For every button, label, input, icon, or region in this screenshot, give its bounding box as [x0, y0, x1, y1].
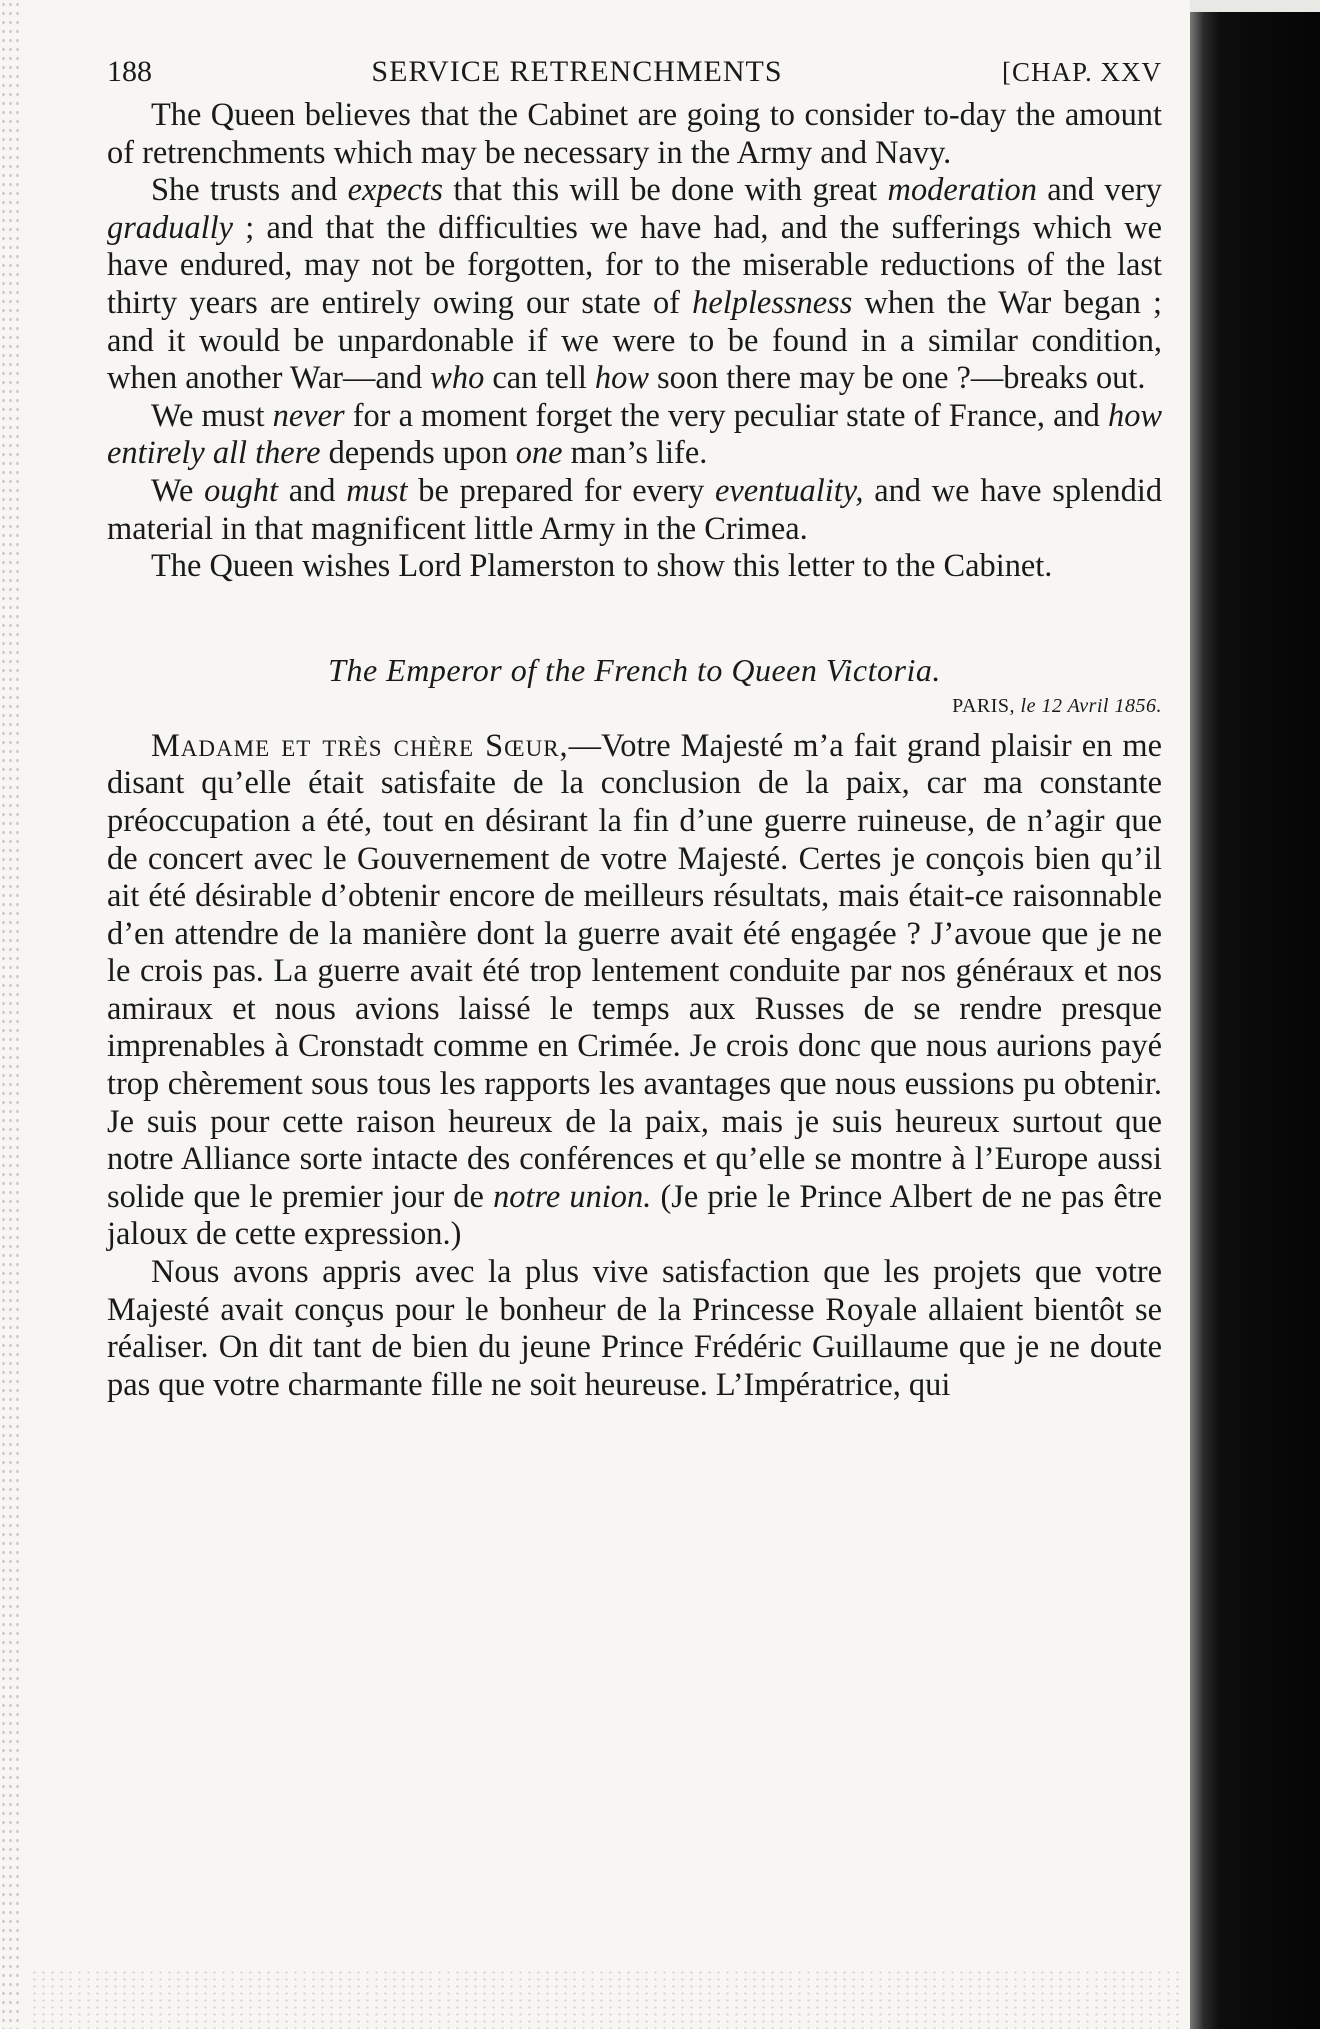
emphasis: moderation [887, 172, 1037, 209]
letter-paragraph-2: Nous avons appris avec la plus vive satisfaction que les projets que votre Majesté avait conçus pour le bonheur de la Princesse Royale allaient bientôt se réaliser. On dit tant de bien du jeune Prince Frédéric Guillaume que je ne doute pas que votre charmante fille ne soit heureuse. L’Impératrice, qui [107, 1254, 1162, 1403]
dateline-date: le 12 Avril 1856. [1020, 694, 1162, 717]
text-run: ; and that the difficulties we have had, and the sufferings which we have endured, may not be forgotten, for to the miserable reductions of the last thirty years are entirely owing our state of [107, 209, 1162, 321]
memo-paragraph-1: The Queen believes that the Cabinet are going to consider to-day the amount of retrenchments which may be necessary in the Army and Navy. [107, 97, 1162, 171]
memo-paragraph-2 [107, 172, 1162, 398]
text-run: be prepared for every [407, 472, 716, 509]
running-title: SERVICE RETRENCHMENTS [371, 55, 783, 88]
text-run: when the War began ; and it would be unpardonable if we were to be found in a similar condition, when another War—and [107, 284, 1162, 397]
text-run: and [277, 472, 347, 509]
memo-paragraph-4 [107, 473, 1162, 548]
text-run: She trusts and [151, 172, 348, 209]
dateline-place: PARIS, [952, 694, 1021, 717]
text-run: for a moment forget the very peculiar state of France, and [344, 397, 1109, 434]
emphasis: one [515, 435, 563, 472]
letter-dateline [107, 695, 1162, 718]
emphasis: who [430, 360, 485, 397]
running-header [107, 55, 1162, 89]
scan-edge-top [1190, 0, 1320, 12]
scan-speckle-bottom [30, 1969, 1180, 2029]
emphasis: how entirely all there [107, 397, 1163, 472]
page-number: 188 [107, 55, 152, 88]
emphasis: helplessness [692, 284, 853, 321]
text-run: depends upon [320, 435, 516, 472]
emphasis: how [594, 360, 649, 397]
text-run: (Je prie le Prince Albert de ne pas être jaloux de cette expression.) [107, 1178, 1162, 1253]
text-run: soon there may be one ?—breaks out. [648, 360, 1146, 397]
text-run: We [151, 472, 205, 509]
emphasis: notre union. [493, 1178, 652, 1215]
emphasis: eventuality, [715, 472, 864, 509]
memo-paragraph-5: The Queen wishes Lord Plamerston to show this letter to the Cabinet. [151, 548, 1053, 585]
text-run: man’s life. [562, 435, 708, 472]
emphasis: ought [204, 472, 278, 509]
memo-paragraph-3 [107, 398, 1162, 473]
chapter-marker: [CHAP. XXV [1001, 57, 1162, 87]
text-run: can tell [484, 360, 595, 397]
emphasis: must [346, 472, 408, 509]
salutation: Madame et très chère Sœur, [151, 727, 569, 764]
scan-speckle-left [0, 0, 22, 2029]
scan-dark-edge [1190, 12, 1320, 2029]
text-run: and we have splendid material in that magnificent little Army in the Crimea. [107, 472, 1163, 547]
letter-paragraph-1 [107, 728, 1162, 1254]
text-run: —Votre Majesté m’a fait grand plaisir en me disant qu’elle était satisfaite de la conclusion de la paix, car ma constante préoccupation a été, tout en désirant la fin d’une guerre ruineuse, de n’agir que de concert avec le Gouvernement de votre Majesté. Certes je conçois bien qu’il ait été désirable d’obtenir encore de meilleurs résultats, mais était-ce raisonnable d’en attendre de la manière dont la guerre avait été engagée ? J’avoue que je ne le crois pas. La guerre avait été trop lentement conduite par nos généraux et nos amiraux et nous avions laissé le temps aux Russes de se rendre presque imprenables à Cronstadt comme en Crimée. Je crois donc que nous aurions payé trop chèrement sous tous les rapports les avantages que nous eussions pu obtenir. Je suis pour cette raison heureux de la paix, mais je suis heureux surtout que notre Alliance sorte intacte des conférences et qu’elle se montre à l’Europe aussi solide que le premier jour de [107, 727, 1162, 1215]
text-run: and very [1036, 172, 1162, 209]
text-run: We must [151, 397, 273, 434]
emphasis: expects [347, 172, 443, 209]
emphasis: never [272, 397, 345, 434]
text-run: that this will be done with great [442, 172, 888, 209]
letter-heading: The Emperor of the French to Queen Victoria. [328, 651, 941, 688]
emphasis: gradually [107, 209, 233, 246]
page-body [107, 55, 1162, 1404]
